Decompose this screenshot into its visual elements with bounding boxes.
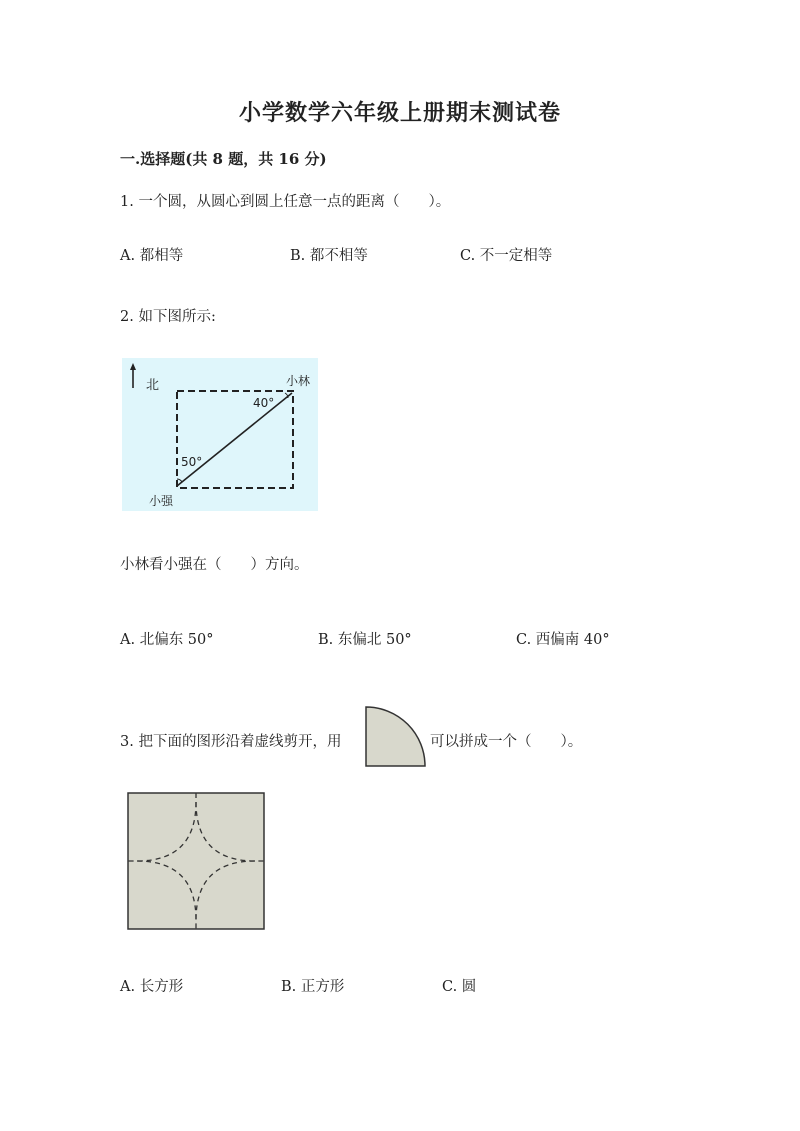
page-title: 小学数学六年级上册期末测试卷: [238, 100, 561, 126]
question-3-option-c: C. 圆: [442, 979, 477, 995]
question-2-option-b: B. 东偏北 50°: [318, 632, 412, 648]
question-1-option-b: B. 都不相等: [290, 248, 368, 264]
section-heading: 一.选择题(共 8 题，共 16 分): [120, 150, 327, 168]
question-2-option-a: A. 北偏东 50°: [120, 632, 214, 648]
question-3-option-b: B. 正方形: [281, 979, 345, 995]
question-2-option-c: C. 西偏南 40°: [516, 632, 610, 648]
xiaolin-label: 小林: [286, 374, 311, 388]
angle-top-label: 40°: [253, 396, 275, 410]
square-with-dashed-curves: [127, 792, 265, 930]
question-1-option-a: A. 都相等: [120, 248, 184, 264]
direction-figure: [122, 358, 318, 511]
question-2-sub-stem: 小林看小强在（ ）方向。: [120, 557, 309, 573]
xiaoqiang-label: 小强: [149, 494, 174, 508]
question-1-option-c: C. 不一定相等: [460, 248, 553, 264]
question-2-stem: 2. 如下图所示:: [120, 309, 216, 325]
angle-bottom-label: 50°: [181, 455, 203, 469]
quarter-circle-shape: [365, 706, 427, 768]
question-3-stem-part1: 3. 把下面的图形沿着虚线剪开，用: [120, 734, 342, 750]
question-1-stem: 1. 一个圆，从圆心到圆上任意一点的距离（ ）。: [120, 194, 451, 210]
north-label: 北: [146, 378, 160, 393]
question-3-stem-part2: 可以拼成一个（ ）。: [430, 734, 583, 750]
question-3-option-a: A. 长方形: [120, 979, 184, 995]
